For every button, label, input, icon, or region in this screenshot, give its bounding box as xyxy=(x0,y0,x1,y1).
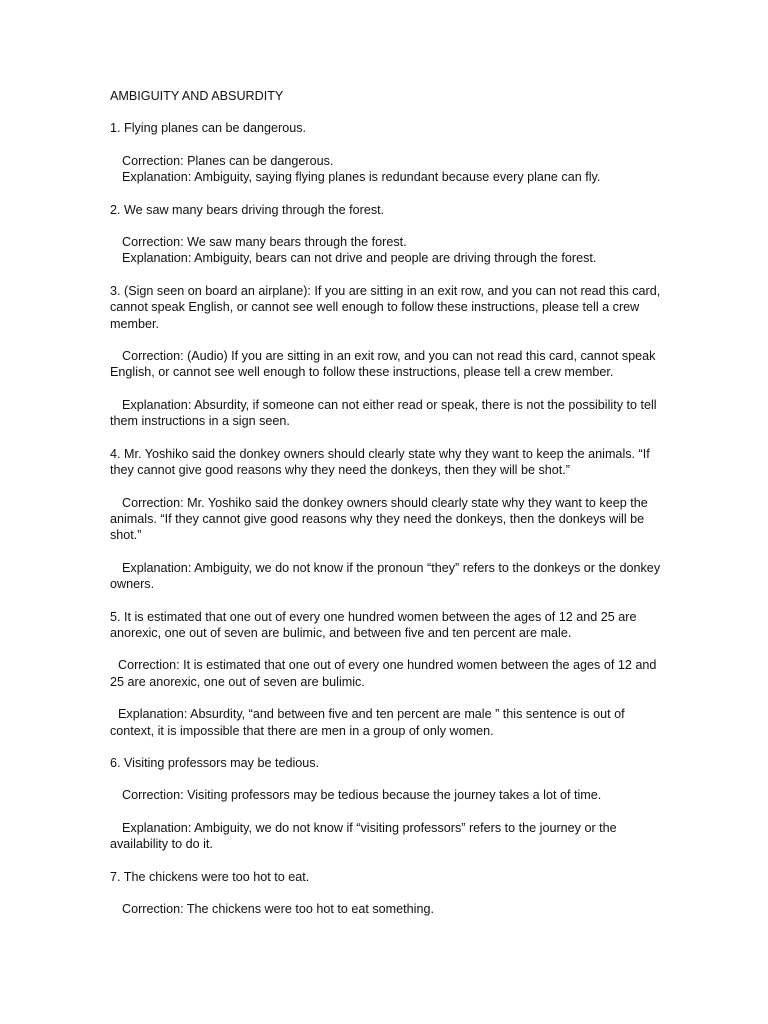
item-6 xyxy=(110,755,668,853)
item-5 xyxy=(110,609,668,739)
item-3-explanation: Explanation: Absurdity, if someone can not either read or speak, there is not the possibility to tell them instructions in a sign seen. xyxy=(110,397,657,429)
item-7-correction: Correction: The chickens were too hot to eat something. xyxy=(122,902,434,916)
item-7-heading: 7. The chickens were too hot to eat. xyxy=(110,869,310,884)
item-4 xyxy=(110,446,668,593)
item-6-explanation: Explanation: Ambiguity, we do not know if “visiting professors” refers to the journey or the availability to do it. xyxy=(110,820,617,852)
document-title: AMBIGUITY AND ABSURDITY xyxy=(110,89,284,103)
item-6-correction: Correction: Visiting professors may be tedious because the journey takes a lot of time. xyxy=(122,788,602,803)
item-7 xyxy=(110,869,668,918)
item-4-explanation: Explanation: Ambiguity, we do not know if the pronoun “they” refers to the donkeys or the donkey owners. xyxy=(110,560,661,592)
item-4-heading: 4. Mr. Yoshiko said the donkey owners should clearly state why they want to keep the animals. “If they cannot give good reasons why they need the donkeys, then they will be shot.” xyxy=(110,446,650,478)
item-5-correction: Correction: It is estimated that one out of every one hundred women between the ages of 12 and 25 are anorexic, one out of seven are bulimic. xyxy=(110,658,657,689)
item-1-correction: Correction: Planes can be dangerous. xyxy=(122,153,334,168)
item-3-heading: 3. (Sign seen on board an airplane): If you are sitting in an exit row, and you can not read this card, cannot speak English, or cannot see well enough to follow these instructions, please tell a crew member. xyxy=(110,283,661,331)
item-3-correction: Correction: (Audio) If you are sitting in an exit row, and you can not read this card, cannot speak English, or cannot see well enough to follow these instructions, please tell a crew member. xyxy=(110,349,656,380)
item-5-heading: 5. It is estimated that one out of every one hundred women between the ages of 12 and 25 are anorexic, one out of seven are bulimic, and between five and ten percent are male. xyxy=(110,609,637,640)
item-3 xyxy=(110,283,668,430)
item-1-heading: 1. Flying planes can be dangerous. xyxy=(110,121,307,136)
item-2-explanation: Explanation: Ambiguity, bears can not drive and people are driving through the forest. xyxy=(122,251,597,266)
item-2-heading: 2. We saw many bears driving through the forest. xyxy=(110,202,385,217)
item-6-heading: 6. Visiting professors may be tedious. xyxy=(110,755,320,770)
item-2-correction: Correction: We saw many bears through the forest. xyxy=(122,235,407,250)
item-2 xyxy=(110,202,668,267)
item-5-explanation: Explanation: Absurdity, “and between five and ten percent are male ” this sentence is out of context, it is impossible that there are men in a group of only women. xyxy=(110,707,625,738)
item-1-explanation: Explanation: Ambiguity, saying flying planes is redundant because every plane can fly. xyxy=(122,170,601,185)
item-4-correction: Correction: Mr. Yoshiko said the donkey owners should clearly state why they want to keep the animals. “If they cannot give good reasons why they need the donkeys, then the donkeys will be shot.” xyxy=(110,495,648,543)
item-1 xyxy=(110,120,668,185)
